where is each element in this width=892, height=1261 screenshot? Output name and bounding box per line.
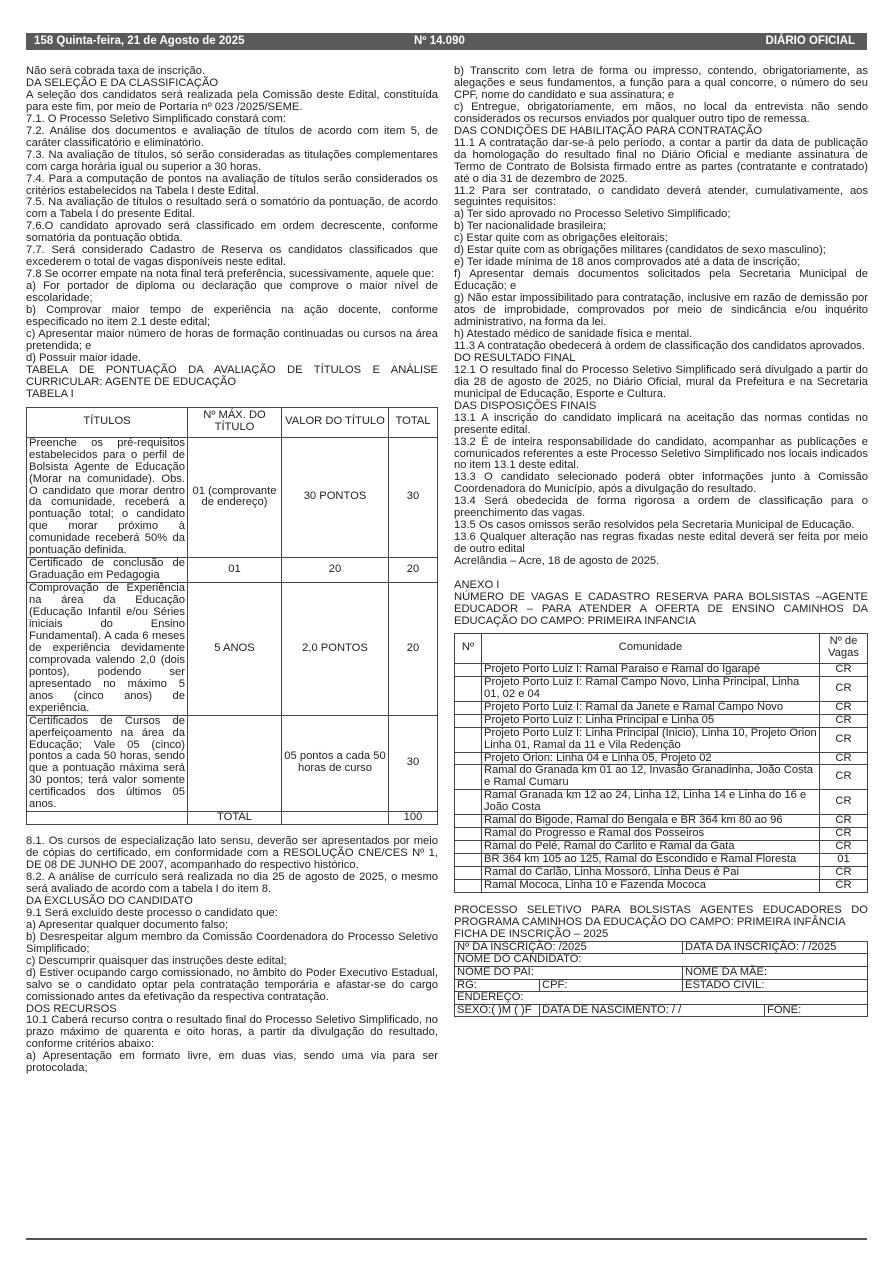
vagas-cell-n (455, 854, 482, 867)
paragraph: 13.2 É de inteira responsabilidade do candidato, acompanhar as publicações e comunicados referentes a este Processo Seletivo Simplificado nos locais indicados no item 13.1 deste edital. (454, 435, 868, 472)
vagas-row (455, 867, 868, 880)
vagas-cell-n (455, 727, 482, 752)
paragraph: A seleção dos candidatos será realizada pela Comissão deste Edital, constituída para este fim, por meio de Portaria nº 023 /2025/SEME. (26, 88, 438, 113)
vagas-cell-v: CR (820, 752, 868, 765)
left-paragraphs-a (26, 66, 438, 401)
vagas-cell-com: Ramal do Pelé, Ramal do Carlito e Ramal da Gata (482, 841, 820, 854)
vagas-cell-v: CR (820, 663, 868, 676)
paragraph: 12.1 O resultado final do Processo Seletivo Simplificado será divulgado a partir do dia 28 de agosto de 2025, no Diário Oficial, mural da Prefeitura e na Secretaria municipal de Educação, Esporte e Cultura. (454, 363, 868, 400)
vagas-cell-com: Projeto Porto Luiz I: Ramal Campo Novo, Linha Principal, Linha 01, 02 e 04 (482, 676, 820, 701)
vagas-cell-v: CR (820, 676, 868, 701)
cell-titulo: Preenche os pré-requisitos estabelecidos para o perfil de Bolsista Agente de Educação (Morar na comunidade). Obs. O candidato que morar dentro da comunidade, receberá a pontuação total; o candidato que morar próximo à comunidade receberá 50% da pontuação definida. (27, 437, 188, 558)
vagas-cell-n (455, 867, 482, 880)
field-rg: RG: (455, 979, 540, 992)
vagas-cell-v: CR (820, 714, 868, 727)
vagas-row (455, 663, 868, 676)
vagas-cell-n (455, 765, 482, 790)
vagas-cell-com: Ramal do Granada km 01 ao 12, Invasão Granadinha, João Costa e Ramal Cumaru (482, 765, 820, 790)
paragraph: b) Transcrito com letra de forma ou impresso, contendo, obrigatoriamente, as alegações e seus fundamentos, a função para a qual concorre, o número do seu CPF, nome do candidato e sua assinatura; e (454, 65, 868, 101)
paragraph: c) Entregue, obrigatoriamente, em mãos, no local da entrevista não sendo considerados os recursos enviados por qualquer outro tipo de remessa. (454, 100, 868, 125)
titles-score-table (26, 407, 438, 826)
cell-titulo: Certificados de Cursos de aperfeiçoamento na área da Educação; Vale 05 (cinco) pontos a cada 50 horas, sendo que a pontuação máxima será 30 pontos; terá valor somente certificados dos últimos 05 anos. (27, 715, 188, 812)
vagas-row (455, 701, 868, 714)
paragraph: 7.7. Será considerado Cadastro de Reserva os candidatos classificados que excederem o total de vagas disponíveis neste edital. (26, 244, 438, 269)
paragraph: a) Apresentação em formato livre, em duas vias, sendo uma via para ser protocolada; (26, 1050, 438, 1075)
field-endereco: ENDEREÇO: (455, 992, 868, 1005)
paragraph: 7.5. Na avaliação de títulos o resultado será o somatório da pontuação, de acordo com a Tabela I do presente Edital. (26, 196, 438, 221)
left-column (26, 66, 438, 1075)
page-header (26, 33, 867, 50)
table-row (27, 715, 438, 812)
vagas-header-comunidade: Comunidade (482, 633, 820, 663)
left-paragraphs-b (26, 836, 438, 1075)
right-column (454, 66, 868, 1017)
paragraph: DOS RECURSOS (26, 1002, 117, 1015)
vagas-cell-com: BR 364 km 105 ao 125, Ramal do Escondido e Ramal Floresta (482, 854, 820, 867)
vagas-row (455, 752, 868, 765)
vagas-cell-com: Projeto Orion: Linha 04 e Linha 05, Projeto 02 (482, 752, 820, 765)
paragraph: c) Descumprir quaisquer das instruções deste edital; (26, 954, 287, 967)
annex-subtitle: NÚMERO DE VAGAS E CADASTRO RESERVA PARA BOLSISTAS –AGENTE EDUCADOR – PARA ATENDER A OFERTA DE ENSINO CAMINHOS DA EDUCAÇÃO DO CAMPO: PRIMEIRA INFANCIA (454, 590, 868, 627)
vagas-cell-v: CR (820, 727, 868, 752)
paragraph: a) Apresentar qualquer documento falso; (26, 918, 229, 931)
field-fone: FONE: (765, 1004, 868, 1017)
paragraph: 13.1 A inscrição do candidato implicará na aceitação das normas contidas no presente edital. (454, 411, 868, 436)
paragraph: Não será cobrada taxa de inscrição. (26, 65, 206, 77)
paragraph: e) Ter idade mínima de 18 anos comprovados até a data de inscrição; (454, 256, 801, 269)
vagas-cell-v: CR (820, 815, 868, 828)
vagas-cell-v: CR (820, 880, 868, 893)
cell-titulo: Comprovação de Experiência na área da Educação (Educação Infantil e/ou Séries iniciais do Ensino Fundamental). A cada 6 meses de experiência devidamente comprovada valendo 2,0 (dois pontos), podendo ser apresentado no máximo 5 anos (cinco anos) de experiência. (27, 583, 188, 715)
paragraph: DA SELEÇÃO E DA CLASSIFICAÇÃO (26, 76, 219, 89)
vagas-cell-n (455, 790, 482, 815)
paragraph: 9.1 Será excluído deste processo o candidato que: (26, 906, 278, 919)
table-row (27, 437, 438, 558)
vagas-header-n: Nº (455, 633, 482, 663)
paragraph: c) Apresentar maior número de horas de formação continuadas ou cursos na área pretendida; e (26, 327, 438, 352)
vagas-cell-com: Ramal do Carlão, Linha Mossoró, Linha Deus é Pai (482, 867, 820, 880)
vagas-cell-n (455, 676, 482, 701)
cell-max: 5 ANOS (188, 583, 282, 715)
paragraph: a) For portador de diploma ou declaração que comprove o maior nível de escolaridade; (26, 280, 438, 305)
cell-total: 30 (389, 715, 438, 812)
paragraph: c) Estar quite com as obrigações eleitorais; (454, 232, 668, 245)
vagas-cell-com: Ramal do Bigode, Ramal do Bengala e BR 364 km 80 ao 96 (482, 815, 820, 828)
cell-valor: 2,0 PONTOS (282, 583, 389, 715)
bottom-rule (26, 1238, 867, 1240)
vagas-row (455, 676, 868, 701)
vagas-cell-v: CR (820, 828, 868, 841)
header-page-date: 158 Quinta-feira, 21 de Agosto de 2025 (34, 35, 245, 47)
paragraph: 7.4. Para a computação de pontos na avaliação de títulos serão considerados os critérios estabelecidos na Tabela I deste Edital. (26, 172, 438, 197)
field-nome-mae: NOME DA MÃE: (683, 967, 868, 980)
table-header-titulos: TÍTULOS (27, 407, 188, 437)
paragraph: 8.1. Os cursos de especialização lato sensu, deverão ser apresentados por meio de cópias do certificado, em conformidade com a RESOLUÇÃO CNE/CES Nº 1, DE 08 DE JUNHO DE 2007, acompanhado do respectivo histórico. (26, 835, 438, 872)
field-nome-pai: NOME DO PAI: (455, 967, 683, 980)
vagas-cell-com: Projeto Porto Luiz I: Ramal Paraiso e Ramal do Igarapé (482, 663, 820, 676)
paragraph: DA EXCLUSÃO DO CANDIDATO (26, 894, 193, 907)
field-nome-candidato: NOME DO CANDIDATO: (455, 954, 868, 967)
table-header-max: Nº MÁX. DO TÍTULO (188, 407, 282, 437)
paragraph: d) Possuir maior idade. (26, 351, 142, 364)
table-header-valor: VALOR DO TÍTULO (282, 407, 389, 437)
cell-empty (282, 812, 389, 825)
paragraph: 8.2. A análise de currículo será realizada no dia 25 de agosto de 2025, o mesmo será avaliado de acordo com a tabela I do item 8. (26, 871, 438, 895)
vagas-cell-com: Projeto Porto Luiz I: Ramal da Janete e Ramal Campo Novo (482, 701, 820, 714)
paragraph: 10.1 Caberá recurso contra o resultado final do Processo Seletivo Simplificado, no prazo máximo de quarenta e oito horas, a partir da divulgação do resultado, conforme critérios abaixo: (26, 1014, 438, 1051)
vagas-cell-v: CR (820, 765, 868, 790)
vacancies-table (454, 633, 868, 893)
field-inscricao: Nº DA INSCRIÇÃO: /2025 (455, 941, 683, 954)
cell-total: 30 (389, 437, 438, 558)
vagas-cell-com: Ramal Mococa, Linha 10 e Fazenda Mococa (482, 880, 820, 893)
vagas-cell-v: CR (820, 841, 868, 854)
cell-max: 01 (comprovante de endereço) (188, 437, 282, 558)
vagas-cell-n (455, 880, 482, 893)
vagas-row (455, 765, 868, 790)
cell-max: 01 (188, 558, 282, 583)
paragraph: b) Comprovar maior tempo de experiência na ação docente, conforme especificado no item 2.1 deste edital; (26, 304, 438, 329)
paragraph: 11.2 Para ser contratado, o candidato deverá atender, cumulativamente, aos seguintes requisitos: (454, 184, 868, 209)
vagas-header-vagas: Nº de Vagas (820, 633, 868, 663)
vagas-row (455, 854, 868, 867)
form-title: PROCESSO SELETIVO PARA BOLSISTAS AGENTES EDUCADORES DO PROGRAMA CAMINHOS DA EDUCAÇÃO DO CAMPO: PRIMEIRA INFÂNCIA (454, 904, 868, 928)
cell-valor: 30 PONTOS (282, 437, 389, 558)
paragraph: Acrelândia – Acre, 18 de agosto de 2025. (454, 555, 660, 568)
vagas-cell-n (455, 752, 482, 765)
header-journal-name: DIÁRIO OFICIAL (765, 35, 855, 47)
vagas-row (455, 880, 868, 893)
cell-empty (27, 812, 188, 825)
paragraph: DO RESULTADO FINAL (454, 351, 576, 364)
cell-valor: 05 pontos a cada 50 horas de curso (282, 715, 389, 812)
paragraph: 13.3 O candidato selecionado poderá obter informações junto à Comissão Coordenadora do Município, após a divulgação do resultado. (454, 471, 868, 496)
paragraph: d) Estiver ocupando cargo comissionado, no âmbito do Poder Executivo Estadual, salvo se o candidato optar pela contratação temporária e afastar-se do cargo comissionado antes da efetivação da respectiva contratação. (26, 966, 438, 1003)
paragraph: f) Apresentar demais documentos solicitados pela Secretaria Municipal de Educação; e (454, 268, 868, 293)
paragraph: DAS CONDIÇÕES DE HABILITAÇÃO PARA CONTRATAÇÃO (454, 124, 763, 137)
paragraph: TABELA DE PONTUAÇÃO DA AVALIAÇÃO DE TÍTULOS E ANÁLISE CURRICULAR: AGENTE DE EDUCAÇÃO (26, 363, 438, 388)
vagas-cell-v: 01 (820, 854, 868, 867)
vagas-cell-v: CR (820, 867, 868, 880)
vagas-cell-v: CR (820, 790, 868, 815)
header-issue-number: Nº 14.090 (414, 35, 465, 47)
vagas-cell-n (455, 663, 482, 676)
paragraph: 7.6.O candidato aprovado será classificado em ordem decrescente, conforme somatória da pontuação obtida. (26, 220, 438, 245)
field-cpf: CPF: (540, 979, 683, 992)
paragraph: 11.1 A contratação dar-se-á pelo período, a contar a partir da data de publicação da homologação do resultado final no Diário Oficial e mediante assinatura de Termo de Contrato de Bolsista firmado entre as partes (contratante e contratado) até o dia 31 de dezembro de 2025. (454, 136, 868, 185)
vagas-cell-com: Projeto Porto Luiz I: Linha Principal e Linha 05 (482, 714, 820, 727)
vagas-row (455, 714, 868, 727)
cell-total: 20 (389, 583, 438, 715)
paragraph: 7.8 Se ocorrer empate na nota final terá preferência, sucessivamente, aquele que: (26, 268, 434, 281)
paragraph: TABELA I (26, 387, 74, 400)
table-header-total: TOTAL (389, 407, 438, 437)
table-row (27, 583, 438, 715)
vagas-row (455, 815, 868, 828)
paragraph: 7.1. O Processo Seletivo Simplificado constará com: (26, 112, 286, 125)
cell-max (188, 715, 282, 812)
field-data-nascimento: DATA DE NASCIMENTO: / / (540, 1004, 765, 1017)
field-estado-civil: ESTADO CIVIL: (683, 979, 868, 992)
vagas-cell-n (455, 841, 482, 854)
paragraph: 11.3 A contratação obedecerá à ordem de classificação dos candidatos aprovados. (454, 339, 865, 352)
vagas-cell-n (455, 815, 482, 828)
vagas-cell-n (455, 701, 482, 714)
total-label: TOTAL (188, 812, 282, 825)
vagas-cell-v: CR (820, 701, 868, 714)
paragraph: 7.3. Na avaliação de títulos, só serão consideradas as titulações complementares com carga horária igual ou superior a 30 horas. (26, 148, 438, 173)
form-subtitle: FICHA DE INSCRIÇÃO – 2025 (454, 927, 609, 940)
paragraph: DAS DISPOSIÇÕES FINAIS (454, 399, 597, 412)
field-data-inscricao: DATA DA INSCRIÇÃO: / /2025 (683, 941, 868, 954)
total-value: 100 (389, 812, 438, 825)
cell-titulo: Certificado de conclusão de Graduação em Pedagogia (27, 558, 188, 583)
vagas-cell-com: Projeto Porto Luiz I: Linha Principal (Inicio), Linha 10, Projeto Orion Linha 01, Ramal da 11 e Vila Redenção (482, 727, 820, 752)
cell-total: 20 (389, 558, 438, 583)
paragraph: g) Não estar impossibilitado para contratação, inclusive em razão de demissão por atos de improbidade, comprovados por meio de sindicância e/ou inquérito administrativo, na forma da lei. (454, 292, 868, 329)
right-paragraphs (454, 66, 868, 568)
paragraph: 13.4 Será obedecida de forma rigorosa a ordem de classificação para o preenchimento das vagas. (454, 495, 868, 520)
paragraph: 13.5 Os casos omissos serão resolvidos pela Secretaria Municipal de Educação. (454, 519, 855, 532)
vagas-cell-n (455, 828, 482, 841)
paragraph: a) Ter sido aprovado no Processo Seletivo Simplificado; (454, 208, 731, 221)
registration-form (454, 941, 868, 1018)
vagas-cell-com: Ramal do Progresso e Ramal dos Posseiros (482, 828, 820, 841)
vagas-row (455, 841, 868, 854)
vagas-row (455, 828, 868, 841)
paragraph: h) Atestado médico de sanidade física e mental. (454, 327, 693, 340)
paragraph: b) Ter nacionalidade brasileira; (454, 220, 607, 233)
cell-valor: 20 (282, 558, 389, 583)
field-sexo: SEXO:( )M ( )F (455, 1004, 540, 1017)
table-row (27, 558, 438, 583)
vagas-cell-n (455, 714, 482, 727)
annex-title: ANEXO I (454, 579, 500, 592)
vagas-row (455, 790, 868, 815)
vagas-cell-com: Ramal Granada km 12 ao 24, Linha 12, Linha 14 e Linha do 16 e João Costa (482, 790, 820, 815)
paragraph: b) Desrespeitar algum membro da Comissão Coordenadora do Processo Seletivo Simplificado; (26, 930, 438, 955)
vagas-row (455, 727, 868, 752)
paragraph: 13.6 Qualquer alteração nas regras fixadas neste edital deverá ser feita por meio de outro edital (454, 531, 868, 556)
table-total-row (27, 812, 438, 825)
paragraph: d) Estar quite com as obrigações militares (candidatos de sexo masculino); (454, 244, 826, 257)
paragraph: 7.2. Análise dos documentos e avaliação de títulos de acordo com item 5, de caráter classificatório e eliminatório. (26, 124, 438, 149)
